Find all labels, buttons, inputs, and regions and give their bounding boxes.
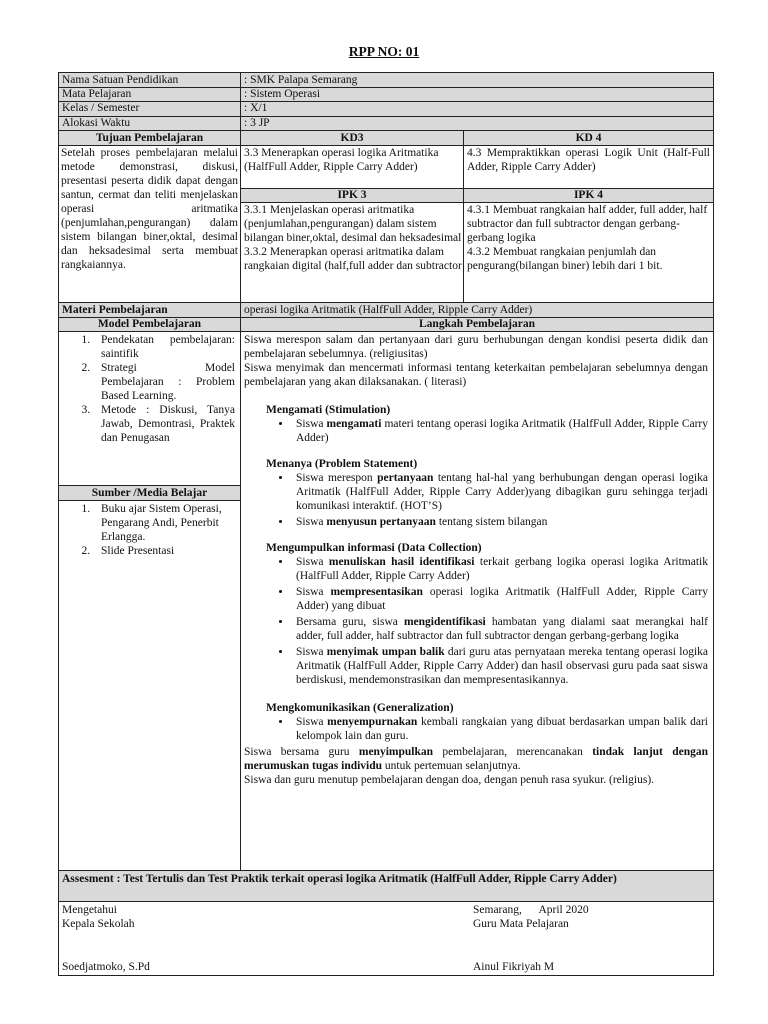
row-divider <box>240 202 714 203</box>
langkah-heading: Langkah Pembelajaran <box>419 318 535 330</box>
langkah-content <box>244 333 708 871</box>
row-divider <box>58 101 714 102</box>
row-divider <box>58 317 714 318</box>
ipk3-item: 3.3.2 Menerapkan operasi aritmatika dalam rangkaian digital (half,full adder dan subtractor <box>244 246 462 272</box>
data-collection-item: • Bersama guru, siswa mengidentifikasi hambatan yang dialami saat merangkai half adder, full adder, half subtractor dan full subtractor dengan gerbang-gerbang logika <box>292 615 708 643</box>
sign-right-name: Ainul Fikriyah M <box>473 961 555 973</box>
langkah-intro-1: Siswa merespon salam dan pertanyaan dari guru berhubungan dengan kondisi peserta didik dan pembelajaran sebelumnya. (religiusitas) <box>244 334 708 360</box>
problem-statement-heading: Menanya (Problem Statement) <box>266 458 418 470</box>
model-item: 1. Pendekatan pembelajaran: saintifik <box>93 333 235 361</box>
document-title: RPP NO: 01 <box>348 44 420 59</box>
langkah-closing-1: Siswa bersama guru menyimpulkan pembelajaran, merencanakan tindak lanjut dengan merumuskan tugas individu untuk pertemuan selanjutnya. <box>244 746 708 772</box>
sumber-list-container <box>61 502 235 602</box>
row-divider <box>58 130 714 131</box>
identity-value: : X/1 <box>244 102 268 114</box>
identity-label: Nama Satuan Pendidikan <box>62 74 179 86</box>
sumber-item: 1. Buku ajar Sistem Operasi, Pengarang Andi, Penerbit Erlangga. <box>93 502 235 544</box>
identity-label: Mata Pelajaran <box>62 88 132 100</box>
row-divider <box>58 302 714 303</box>
tujuan-text: Setelah proses pembelajaran melalui metode demonstrasi, diskusi, presentasi peserta didik dapat dengan santun, cermat dan teliti menjelaskan operasi aritmatika (penjumlahan,pengurangan) dalam sistem bilangan biner,oktal, desimal dan heksadesimal serta membuat rangkaiannya. <box>61 147 238 271</box>
tujuan-heading: Tujuan Pembelajaran <box>95 132 204 144</box>
identity-value: : SMK Palapa Semarang <box>244 74 358 86</box>
row-divider <box>58 485 240 486</box>
row-divider <box>58 500 240 501</box>
kd3-heading: KD3 <box>340 132 364 144</box>
ipk3-item: 3.3.1 Menjelaskan operasi aritmatika (penjumlahan,pengurangan) dalam sistem bilangan biner,oktal, desimal dan heksadesimal <box>244 204 462 244</box>
row-divider <box>58 901 714 902</box>
sign-left-name: Soedjatmoko, S.Pd <box>62 961 150 973</box>
generalization-heading: Mengkomunikasikan (Generalization) <box>266 702 454 714</box>
stimulation-heading: Mengamati (Stimulation) <box>266 404 391 416</box>
identity-label: Alokasi Waktu <box>62 117 131 129</box>
identity-value: : 3 JP <box>244 117 270 129</box>
row-divider <box>58 331 714 332</box>
column-divider <box>240 130 241 303</box>
sign-right-line2: Guru Mata Pelajaran <box>473 918 569 930</box>
data-collection-item: • Siswa menyimak umpan balik dari guru atas pernyataan mereka tentang operasi logika Aritmatik (HalfFull Adder, Ripple Carry Adder) dan hasil observasi guru pada saat siswa berdiskusi, mendemonstrasikan dan mempresentasikannya. <box>292 645 708 687</box>
model-item: 2. Strategi Model Pembelajaran : Problem Based Learning. <box>93 361 235 403</box>
model-item: 3. Metode : Diskusi, Tanya Jawab, Demontrasi, Praktek dan Penugasan <box>93 403 235 445</box>
column-divider <box>240 302 241 317</box>
sign-left-line1: Mengetahui <box>62 904 117 916</box>
assesment-text: Assesment : Test Tertulis dan Test Praktik terkait operasi logika Aritmatik (HalfFull Adder, Ripple Carry Adder) <box>62 873 617 885</box>
materi-value: operasi logika Aritmatik (HalfFull Adder, Ripple Carry Adder) <box>244 304 533 316</box>
data-collection-item: • Siswa menuliskan hasil identifikasi terkait gerbang logika operasi logika Aritmatik (HalfFull Adder, Ripple Carry Adder) <box>292 555 708 583</box>
sumber-heading: Sumber /Media Belajar <box>91 487 208 499</box>
identity-value: : Sistem Operasi <box>244 88 321 100</box>
row-divider <box>240 188 714 189</box>
data-collection-item: • Siswa mempresentasikan operasi logika Aritmatik (HalfFull Adder, Ripple Carry Adder) yang dibuat <box>292 585 708 613</box>
ipk3-list <box>244 203 462 303</box>
sumber-item: 2. Slide Presentasi <box>93 544 235 558</box>
ipk3-heading: IPK 3 <box>337 189 367 201</box>
model-list-container <box>61 333 235 485</box>
data-collection-heading: Mengumpulkan informasi (Data Collection) <box>266 542 482 554</box>
model-heading: Model Pembelajaran <box>97 318 202 330</box>
materi-label: Materi Pembelajaran <box>62 304 168 316</box>
row-divider <box>58 145 714 146</box>
stimulation-item: • Siswa mengamati materi tentang operasi logika Aritmatik (HalfFull Adder, Ripple Carry Adder) <box>292 417 708 445</box>
kd3-text: 3.3 Menerapkan operasi logika Aritmatika (HalfFull Adder, Ripple Carry Adder) <box>244 147 439 173</box>
sign-right-line1: Semarang, April 2020 <box>473 904 589 916</box>
generalization-item: • Siswa menyempurnakan kembali rangkaian yang dibuat berdasarkan umpan balik dari kelompok lain dan guru. <box>292 715 708 743</box>
row-divider <box>58 116 714 117</box>
column-divider <box>240 317 241 871</box>
row-divider <box>58 870 714 871</box>
column-divider <box>240 72 241 131</box>
kd4-text: 4.3 Mempraktikkan operasi Logik Unit (Half-Full Adder, Ripple Carry Adder) <box>467 147 710 173</box>
sign-left-line2: Kepala Sekolah <box>62 918 135 930</box>
problem-statement-item: • Siswa menyusun pertanyaan tentang sistem bilangan <box>292 515 708 529</box>
identity-label: Kelas / Semester <box>62 102 140 114</box>
problem-statement-item: • Siswa merespon pertanyaan tentang hal-hal yang berhubungan dengan operasi logika Aritmatik (HalfFull Adder, Ripple Carry Adder)yang dibagikan guru sehingga terjadi komunikasi interaktif. (HOT’S) <box>292 471 708 513</box>
langkah-intro-2: Siswa menyimak dan mencermati informasi tentang keterkaitan pembelajaran sebelumnya dengan pembelajaran yang akan dilaksanakan. ( literasi) <box>244 362 708 388</box>
ipk4-item: 4.3.2 Membuat rangkaian penjumlah dan pengurang(bilangan biner) lebih dari 1 bit. <box>467 246 663 272</box>
row-divider <box>58 87 714 88</box>
ipk4-list <box>467 203 710 303</box>
ipk4-heading: IPK 4 <box>573 189 604 201</box>
column-divider <box>463 130 464 303</box>
langkah-closing-2: Siswa dan guru menutup pembelajaran dengan doa, dengan penuh rasa syukur. (religius). <box>244 774 655 786</box>
ipk4-item: 4.3.1 Membuat rangkaian half adder, full adder, half subtractor dan full subtractor dengan gerbang-gerbang logika <box>467 204 708 244</box>
kd4-heading: KD 4 <box>575 132 602 144</box>
